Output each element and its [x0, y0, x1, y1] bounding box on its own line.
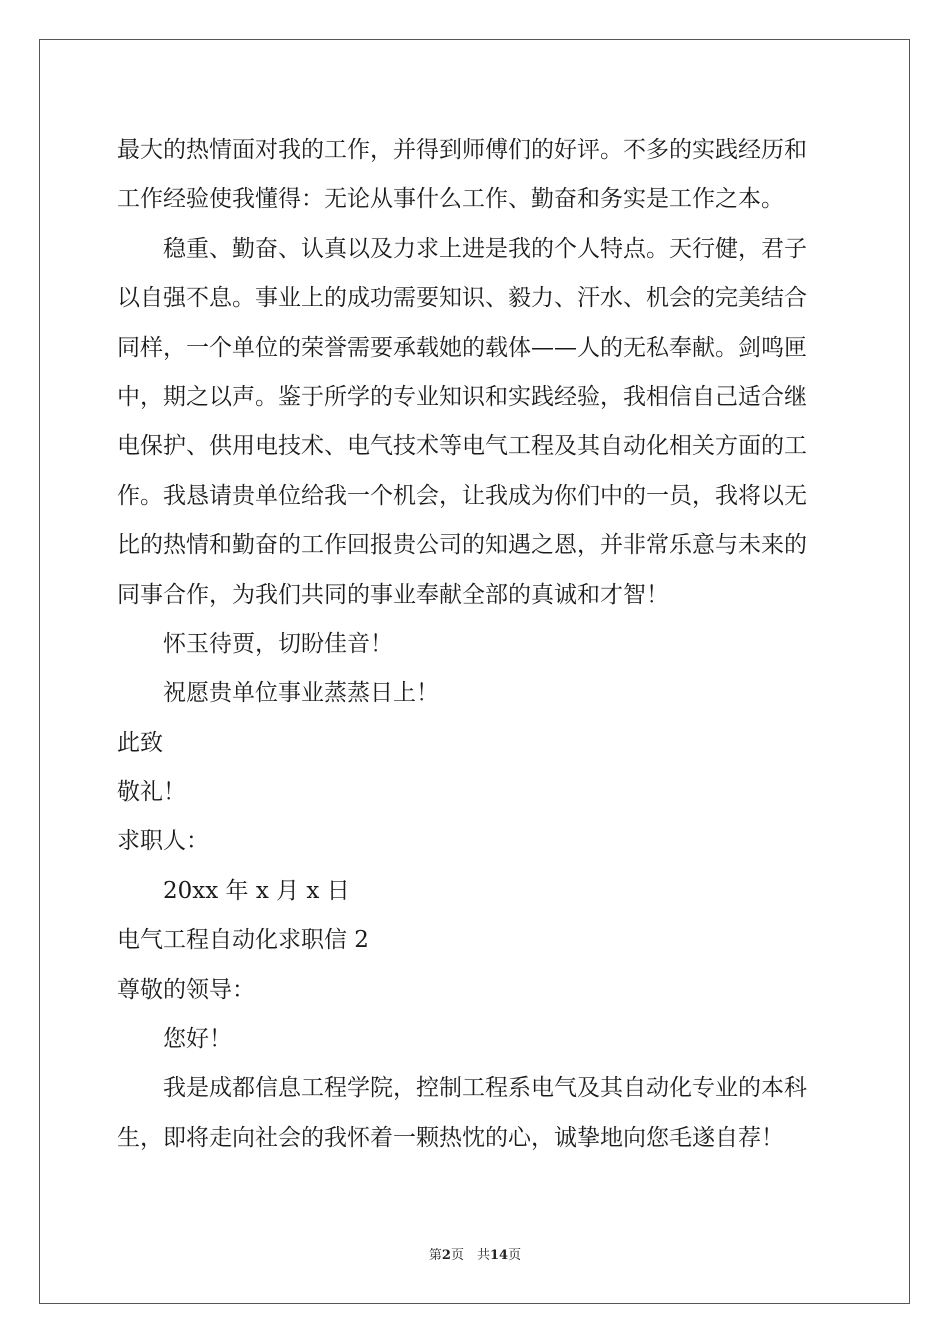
salutation-regards: 敬礼！ — [117, 779, 186, 806]
page-suffix: 页 — [508, 1248, 522, 1263]
paragraph-line: 以自强不息。事业上的成功需要知识、毅力、汗水、机会的完美结合 — [117, 285, 807, 312]
paragraph-line: 我是成都信息工程学院，控制工程系电气及其自动化专业的本科 — [163, 1075, 807, 1102]
section-title: 电气工程自动化求职信 2 — [117, 927, 369, 954]
page-mid: 页 共 — [450, 1248, 490, 1263]
page-total: 14 — [489, 1248, 509, 1263]
document-body — [117, 126, 837, 1163]
paragraph-line: 同事合作，为我们共同的事业奉献全部的真诚和才智！ — [117, 581, 669, 608]
closing-blessing: 祝愿贵单位事业蒸蒸日上！ — [163, 680, 439, 707]
page-footer — [0, 1246, 950, 1266]
paragraph-line: 中，期之以声。鉴于所学的专业知识和实践经验，我相信自己适合继 — [117, 383, 807, 410]
paragraph-line: 同样，一个单位的荣誉需要承载她的载体——人的无私奉献。剑鸣匣 — [117, 334, 807, 361]
paragraph-line: 稳重、勤奋、认真以及力求上进是我的个人特点。天行健，君子 — [163, 235, 807, 262]
letter-date: 20xx 年 x 月 x 日 — [163, 877, 350, 904]
closing-wish: 怀玉待贾，切盼佳音！ — [163, 630, 393, 657]
applicant-label: 求职人： — [117, 828, 209, 855]
paragraph-line: 比的热情和勤奋的工作回报贵公司的知遇之恩，并非常乐意与未来的 — [117, 532, 807, 559]
page-prefix: 第 — [428, 1248, 442, 1263]
greeting-recipient: 尊敬的领导： — [117, 976, 255, 1003]
page-current: 2 — [441, 1248, 451, 1263]
paragraph-line: 工作经验使我懂得：无论从事什么工作、勤奋和务实是工作之本。 — [117, 186, 784, 213]
paragraph-line: 生，即将走向社会的我怀着一颗热忱的心，诚挚地向您毛遂自荐！ — [117, 1124, 784, 1151]
greeting-hello: 您好！ — [163, 1026, 232, 1053]
paragraph-line: 电保护、供用电技术、电气技术等电气工程及其自动化相关方面的工 — [117, 433, 807, 460]
salutation-close: 此致 — [117, 729, 163, 756]
paragraph-line: 最大的热情面对我的工作，并得到师傅们的好评。不多的实践经历和 — [117, 137, 807, 163]
paragraph-line: 作。我恳请贵单位给我一个机会，让我成为你们中的一员，我将以无 — [117, 482, 807, 509]
